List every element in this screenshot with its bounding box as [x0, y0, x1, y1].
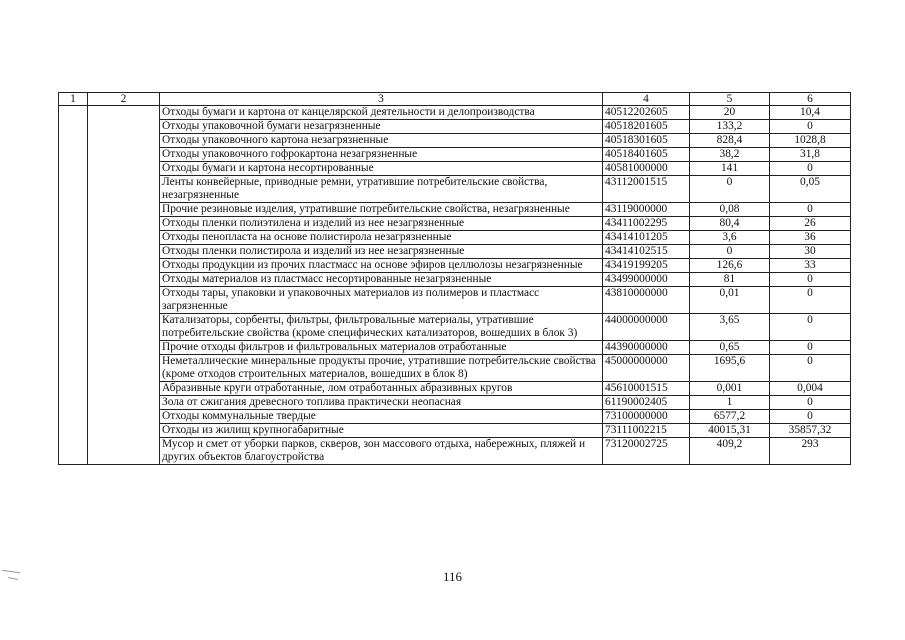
- value-col6-cell: 33: [770, 259, 851, 273]
- table-row: [59, 217, 851, 231]
- waste-code-cell: 43810000000: [603, 287, 690, 314]
- waste-code-cell: 44000000000: [603, 314, 690, 341]
- table-row: [59, 287, 851, 314]
- waste-name-cell: Отходы бумаги и картона от канцелярской деятельности и делопроизводства: [160, 106, 603, 120]
- table-row: [59, 162, 851, 176]
- page-number: 116: [442, 569, 463, 584]
- waste-code-cell: 61190002405: [603, 396, 690, 410]
- waste-code-cell: 40581000000: [603, 162, 690, 176]
- table-row: [59, 410, 851, 424]
- table-row: [59, 382, 851, 396]
- value-col5-cell: 0: [690, 176, 770, 203]
- value-col5-cell: 3,6: [690, 231, 770, 245]
- table-row: [59, 176, 851, 203]
- waste-name-cell: Ленты конвейерные, приводные ремни, утратившие потребительские свойства, незагрязненные: [160, 176, 603, 203]
- value-col6-cell: 0: [770, 203, 851, 217]
- waste-code-cell: 73100000000: [603, 410, 690, 424]
- waste-code-cell: 43112001515: [603, 176, 690, 203]
- value-col5-cell: 126,6: [690, 259, 770, 273]
- value-col6-cell: 0: [770, 396, 851, 410]
- table-row: [59, 341, 851, 355]
- value-col5-cell: 3,65: [690, 314, 770, 341]
- value-col6-cell: 0: [770, 162, 851, 176]
- table-row: [59, 203, 851, 217]
- waste-code-cell: 43414102515: [603, 245, 690, 259]
- waste-name-cell: Мусор и смет от уборки парков, скверов, зон массового отдыха, набережных, пляжей и других объектов благоустройства: [160, 438, 603, 465]
- value-col5-cell: 828,4: [690, 134, 770, 148]
- value-col6-cell: 1028,8: [770, 134, 851, 148]
- table-row: [59, 106, 851, 120]
- waste-code-cell: 73120002725: [603, 438, 690, 465]
- value-col5-cell: 133,2: [690, 120, 770, 134]
- table-row: [59, 148, 851, 162]
- waste-name-cell: Отходы пенопласта на основе полистирола незагрязненные: [160, 231, 603, 245]
- waste-code-cell: 43414101205: [603, 231, 690, 245]
- waste-code-cell: 40518301605: [603, 134, 690, 148]
- waste-code-cell: 40512202605: [603, 106, 690, 120]
- value-col5-cell: 1695,6: [690, 355, 770, 382]
- value-col6-cell: 35857,32: [770, 424, 851, 438]
- value-col6-cell: 0,004: [770, 382, 851, 396]
- value-col6-cell: 31,8: [770, 148, 851, 162]
- waste-name-cell: Неметаллические минеральные продукты прочие, утратившие потребительские свойства (кроме отходов строительных материалов, вошедших в блок 8): [160, 355, 603, 382]
- value-col6-cell: 30: [770, 245, 851, 259]
- column-number-4: 4: [603, 93, 690, 106]
- value-col6-cell: 0: [770, 341, 851, 355]
- value-col5-cell: 81: [690, 273, 770, 287]
- waste-name-cell: Зола от сжигания древесного топлива практически неопасная: [160, 396, 603, 410]
- value-col6-cell: 26: [770, 217, 851, 231]
- waste-code-cell: 73111002215: [603, 424, 690, 438]
- table-row: [59, 424, 851, 438]
- value-col5-cell: 0,08: [690, 203, 770, 217]
- value-col6-cell: 10,4: [770, 106, 851, 120]
- column-number-2: 2: [88, 93, 160, 106]
- span-col-1: [59, 106, 88, 465]
- value-col6-cell: 0: [770, 287, 851, 314]
- value-col6-cell: 0: [770, 410, 851, 424]
- waste-name-cell: Отходы упаковочного картона незагрязненные: [160, 134, 603, 148]
- table-row: [59, 355, 851, 382]
- value-col5-cell: 6577,2: [690, 410, 770, 424]
- waste-name-cell: Отходы упаковочного гофрокартона незагрязненные: [160, 148, 603, 162]
- value-col6-cell: 293: [770, 438, 851, 465]
- table-row: [59, 259, 851, 273]
- waste-name-cell: Отходы пленки полистирола и изделий из нее незагрязненные: [160, 245, 603, 259]
- value-col6-cell: 0: [770, 314, 851, 341]
- waste-code-cell: 43411002295: [603, 217, 690, 231]
- waste-name-cell: Прочие резиновые изделия, утратившие потребительские свойства, незагрязненные: [160, 203, 603, 217]
- table-row: [59, 273, 851, 287]
- waste-code-cell: 43499000000: [603, 273, 690, 287]
- waste-code-cell: 45610001515: [603, 382, 690, 396]
- waste-code-cell: 40518201605: [603, 120, 690, 134]
- value-col5-cell: 40015,31: [690, 424, 770, 438]
- table-row: [59, 314, 851, 341]
- waste-table: [58, 92, 851, 465]
- value-col5-cell: 80,4: [690, 217, 770, 231]
- table-body: [59, 93, 851, 465]
- value-col6-cell: 36: [770, 231, 851, 245]
- waste-name-cell: Отходы тары, упаковки и упаковочных материалов из полимеров и пластмасс загрязненные: [160, 287, 603, 314]
- waste-name-cell: Катализаторы, сорбенты, фильтры, фильтровальные материалы, утратившие потребительские свойства (кроме специфических катализаторов, вошедших в блок 3): [160, 314, 603, 341]
- value-col5-cell: 38,2: [690, 148, 770, 162]
- table-row: [59, 438, 851, 465]
- table-row: [59, 134, 851, 148]
- span-col-2: [88, 106, 160, 465]
- waste-name-cell: Абразивные круги отработанные, лом отработанных абразивных кругов: [160, 382, 603, 396]
- waste-code-cell: 44390000000: [603, 341, 690, 355]
- value-col5-cell: 1: [690, 396, 770, 410]
- table-row: [59, 120, 851, 134]
- waste-name-cell: Отходы продукции из прочих пластмасс на основе эфиров целлюлозы незагрязненные: [160, 259, 603, 273]
- value-col5-cell: 0,01: [690, 287, 770, 314]
- column-number-6: 6: [770, 93, 851, 106]
- value-col5-cell: 0: [690, 245, 770, 259]
- waste-name-cell: Отходы из жилищ крупногабаритные: [160, 424, 603, 438]
- value-col6-cell: 0,05: [770, 176, 851, 203]
- value-col6-cell: 0: [770, 355, 851, 382]
- column-number-3: 3: [160, 93, 603, 106]
- waste-name-cell: Прочие отходы фильтров и фильтровальных материалов отработанные: [160, 341, 603, 355]
- waste-code-cell: 40518401605: [603, 148, 690, 162]
- value-col6-cell: 0: [770, 273, 851, 287]
- column-number-5: 5: [690, 93, 770, 106]
- value-col5-cell: 0,65: [690, 341, 770, 355]
- column-number-row: [59, 93, 851, 106]
- value-col5-cell: 0,001: [690, 382, 770, 396]
- table-row: [59, 245, 851, 259]
- waste-code-cell: 43419199205: [603, 259, 690, 273]
- table-row: [59, 396, 851, 410]
- waste-name-cell: Отходы бумаги и картона несортированные: [160, 162, 603, 176]
- waste-name-cell: Отходы пленки полиэтилена и изделий из нее незагрязненные: [160, 217, 603, 231]
- value-col5-cell: 141: [690, 162, 770, 176]
- column-number-1: 1: [59, 93, 88, 106]
- waste-code-cell: 45000000000: [603, 355, 690, 382]
- value-col5-cell: 20: [690, 106, 770, 120]
- waste-code-cell: 43119000000: [603, 203, 690, 217]
- table-row: [59, 231, 851, 245]
- waste-name-cell: Отходы коммунальные твердые: [160, 410, 603, 424]
- value-col6-cell: 0: [770, 120, 851, 134]
- waste-name-cell: Отходы упаковочной бумаги незагрязненные: [160, 120, 603, 134]
- value-col5-cell: 409,2: [690, 438, 770, 465]
- waste-name-cell: Отходы материалов из пластмасс несортированные незагрязненные: [160, 273, 603, 287]
